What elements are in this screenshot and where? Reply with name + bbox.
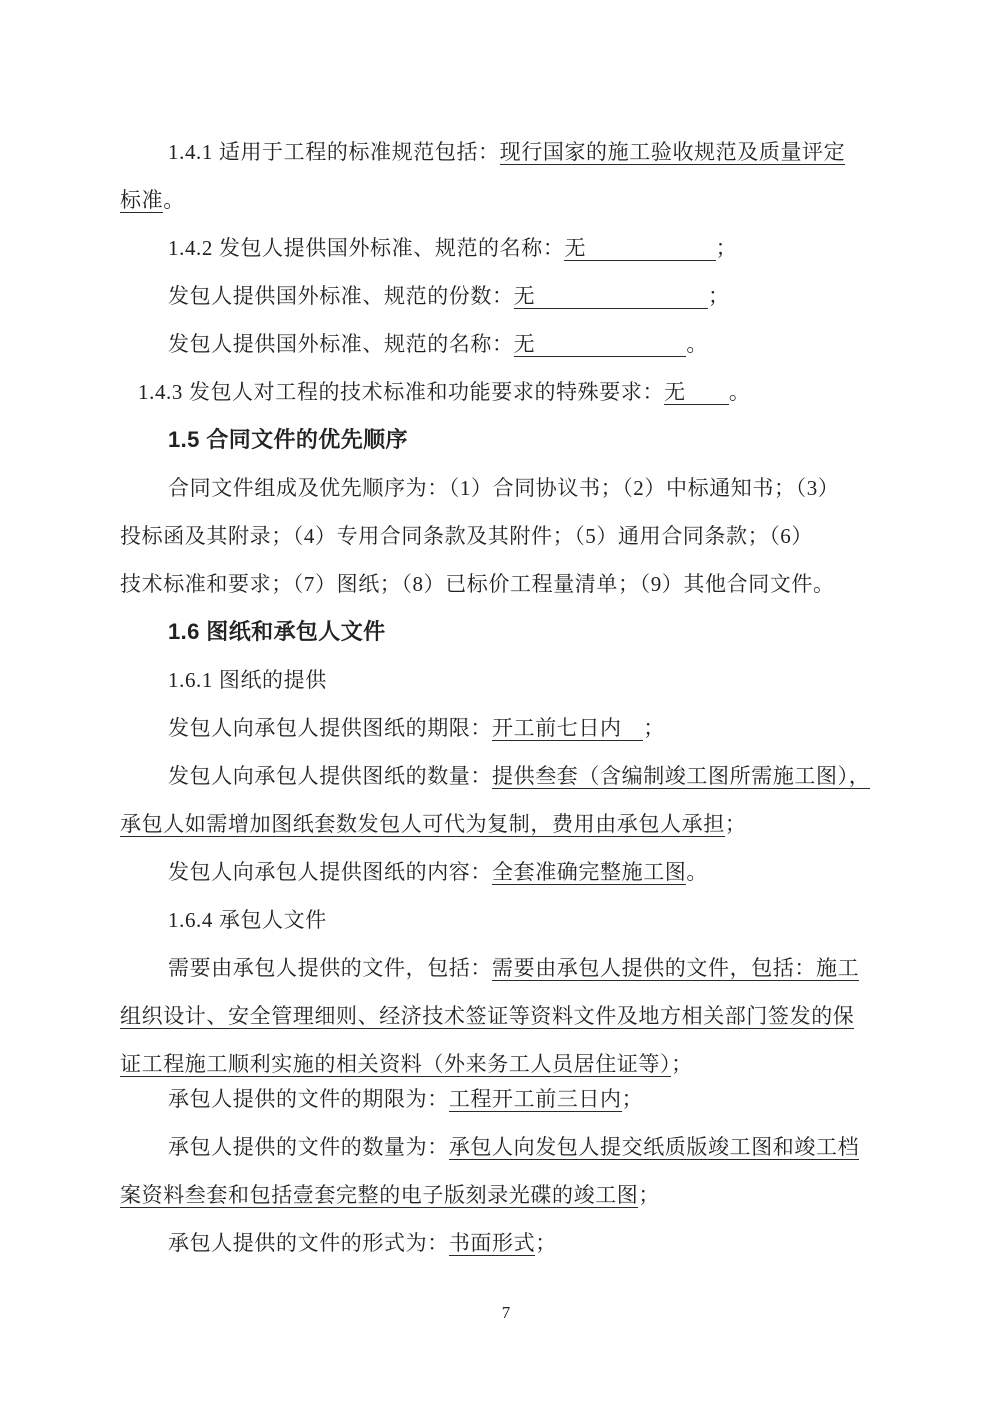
underlined-fill-in-text: 现行国家的施工验收规范及质量评定	[499, 140, 846, 164]
text-run: ；	[724, 812, 747, 836]
text-run: ；	[671, 1052, 693, 1076]
document-line	[120, 320, 892, 368]
text-run: 。	[686, 332, 709, 356]
text-run: ；	[535, 1231, 557, 1255]
text-run: 发包人向承包人提供图纸的内容：	[168, 860, 492, 884]
text-run: 1.6.1 图纸的提供	[168, 668, 327, 692]
underlined-fill-in-text: 标准	[120, 188, 164, 212]
document-line	[120, 176, 892, 224]
document-line	[120, 800, 892, 848]
text-run: ；	[643, 716, 665, 740]
underlined-fill-in-text: 提供叁套（含编制竣工图所需施工图），	[492, 764, 871, 788]
underlined-fill-in-text: 无	[513, 332, 687, 356]
document-line	[120, 560, 892, 608]
section-heading	[120, 416, 892, 464]
text-run: 1.6 图纸和承包人文件	[168, 619, 386, 644]
page-number: 7	[501, 1303, 511, 1322]
underlined-fill-in-text: 全套准确完整施工图	[492, 860, 687, 884]
text-run: ；	[708, 284, 730, 308]
document-line	[120, 128, 892, 176]
text-run: 合同文件组成及优先顺序为：（1）合同协议书；（2）中标通知书；（3）	[168, 476, 840, 500]
document-line	[120, 464, 892, 512]
document-line	[120, 848, 892, 896]
underlined-fill-in-text: 承包人向发包人提交纸质版竣工图和竣工档	[448, 1135, 860, 1159]
text-run: ；	[638, 1183, 661, 1207]
text-run: 技术标准和要求；（7）图纸；（8）已标价工程量清单；（9）其他合同文件。	[120, 572, 835, 596]
underlined-fill-in-text: 证工程施工顺利实施的相关资料（外来务工人员居住证等）	[120, 1052, 672, 1076]
text-run: ；	[621, 1087, 644, 1111]
underlined-fill-in-text: 需要由承包人提供的文件，包括：施工	[492, 956, 860, 980]
text-run: 发包人向承包人提供图纸的数量：	[168, 764, 492, 788]
text-run: 。	[686, 860, 709, 884]
underlined-fill-in-text: 书面形式	[448, 1231, 536, 1255]
text-run: 。	[728, 380, 751, 404]
text-run: 承包人提供的文件的期限为：	[168, 1087, 449, 1111]
text-run: 承包人提供的文件的数量为：	[168, 1135, 449, 1159]
document-line	[120, 944, 892, 992]
document-line	[120, 1075, 892, 1123]
underlined-fill-in-text: 案资料叁套和包括壹套完整的电子版刻录光碟的竣工图	[120, 1183, 639, 1207]
document-line	[120, 704, 892, 752]
text-run: 1.4.2 发包人提供国外标准、规范的名称：	[168, 236, 565, 260]
text-run: 投标函及其附录；（4）专用合同条款及其附件；（5）通用合同条款；（6）	[120, 524, 813, 548]
text-run: 1.5 合同文件的优先顺序	[168, 427, 408, 452]
section-heading	[120, 608, 892, 656]
underlined-fill-in-text: 无	[664, 380, 729, 404]
text-run: 需要由承包人提供的文件，包括：	[168, 956, 492, 980]
document-line	[120, 1171, 892, 1219]
text-run: 。	[163, 188, 185, 212]
document-line	[120, 656, 892, 704]
text-run: 发包人提供国外标准、规范的名称：	[168, 332, 514, 356]
document-line	[120, 512, 892, 560]
text-run: 承包人提供的文件的形式为：	[168, 1231, 449, 1255]
document-line	[120, 752, 892, 800]
text-run: 1.6.4 承包人文件	[168, 908, 327, 932]
document-line	[120, 224, 892, 272]
underlined-fill-in-text: 组织设计、安全管理细则、经济技术签证等资料文件及地方相关部门签发的保	[120, 1004, 855, 1028]
text-run: ；	[715, 236, 738, 260]
underlined-fill-in-text: 无	[564, 236, 716, 260]
document-lines	[120, 128, 892, 1267]
text-run: 1.4.3 发包人对工程的技术标准和功能要求的特殊要求：	[138, 380, 665, 404]
document-line	[120, 272, 892, 320]
underlined-fill-in-text: 承包人如需增加图纸套数发包人可代为复制，费用由承包人承担	[120, 812, 725, 836]
text-run: 发包人提供国外标准、规范的份数：	[168, 284, 514, 308]
document-line	[120, 992, 892, 1040]
document-line	[120, 1219, 892, 1267]
underlined-fill-in-text: 无	[513, 284, 709, 308]
underlined-fill-in-text: 工程开工前三日内	[448, 1087, 622, 1111]
text-run: 发包人向承包人提供图纸的期限：	[168, 716, 492, 740]
underlined-fill-in-text: 开工前七日内	[492, 716, 644, 740]
text-run: 1.4.1 适用于工程的标准规范包括：	[168, 140, 500, 164]
document-line	[120, 896, 892, 944]
document-line	[120, 368, 892, 416]
document-line	[120, 1123, 892, 1171]
